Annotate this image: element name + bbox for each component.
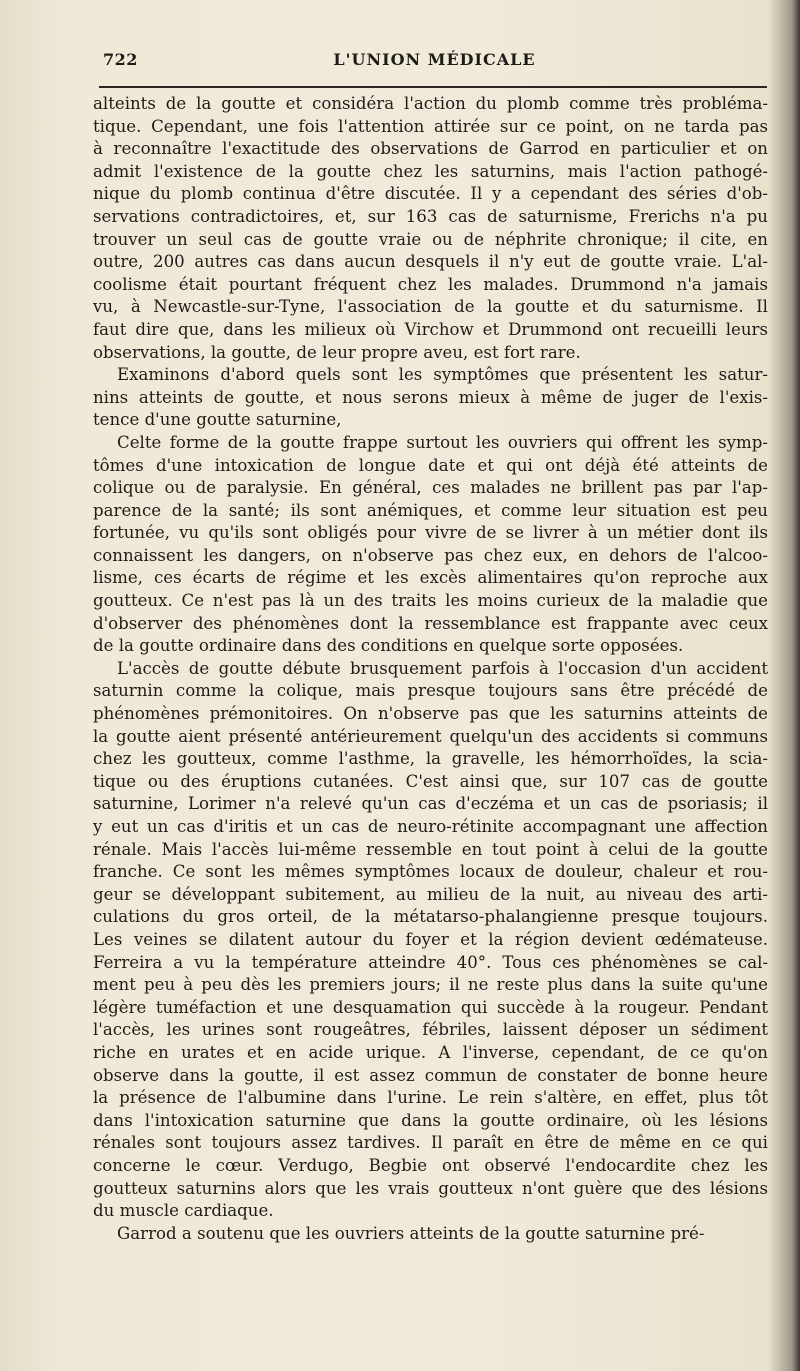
text-line: rénales sont toujours assez tardives. Il paraît en être de même en ce qui xyxy=(93,1133,768,1153)
text-line: fortunée, vu qu'ils sont obligés pour vivre de se livrer à un métier dont ils xyxy=(93,523,768,543)
text-line: la goutte aient présenté antérieurement quelqu'un des accidents si communs xyxy=(93,726,768,746)
text-line: Ferreira a vu la température atteindre 40°. Tous ces phénomènes se cal- xyxy=(93,952,768,972)
text-line: Les veines se dilatent autour du foyer et la région devient œdémateuse. xyxy=(93,929,768,949)
text-line: parence de la santé; ils sont anémiques, et comme leur situation est peu xyxy=(93,500,768,520)
text-line: admit l'existence de la goutte chez les saturnins, mais l'action pathogé- xyxy=(93,161,768,181)
text-line: Garrod a soutenu que les ouvriers atteints de la goutte saturnine pré- xyxy=(117,1223,705,1243)
text-line: goutteux saturnins alors que les vrais goutteux n'ont guère que des lésions xyxy=(93,1178,768,1198)
text-line: outre, 200 autres cas dans aucun desquels il n'y eut de goutte vraie. L'al- xyxy=(93,252,768,272)
running-title: L'UNION MÉDICALE xyxy=(333,50,536,69)
text-line: trouver un seul cas de goutte vraie ou de néphrite chronique; il cite, en xyxy=(93,229,768,249)
header-rule xyxy=(99,86,767,88)
text-line: tique ou des éruptions cutanées. C'est ainsi que, sur 107 cas de goutte xyxy=(93,771,768,791)
text-line: vu, à Newcastle-sur-Tyne, l'association de la goutte et du saturnisme. Il xyxy=(93,297,768,317)
text-line: riche en urates et en acide urique. A l'inverse, cependant, de ce qu'on xyxy=(93,1042,768,1062)
text-line: ment peu à peu dès les premiers jours; il ne reste plus dans la suite qu'une xyxy=(93,975,768,995)
text-line: saturnine, Lorimer n'a relevé qu'un cas d'eczéma et un cas de psoriasis; il xyxy=(93,794,768,814)
text-line: alteints de la goutte et considéra l'action du plomb comme très probléma- xyxy=(93,94,768,113)
text-line: saturnin comme la colique, mais presque toujours sans être précédé de xyxy=(93,681,768,701)
text-line: connaissent les dangers, on n'observe pas chez eux, en dehors de l'alcoo- xyxy=(93,545,768,565)
text-line: y eut un cas d'iritis et un cas de neuro-rétinite accompagnant une affection xyxy=(93,817,768,836)
text-line: nique du plomb continua d'être discutée. Il y a cependant des séries d'ob- xyxy=(93,184,768,204)
text-line: observe dans la goutte, il est assez commun de constater de bonne heure xyxy=(93,1065,768,1085)
text-line: légère tuméfaction et une desquamation qui succède à la rougeur. Pendant xyxy=(93,997,768,1017)
text-line: dans l'intoxication saturnine que dans la goutte ordinaire, où les lésions xyxy=(93,1110,768,1130)
text-line: servations contradictoires, et, sur 163 cas de saturnisme, Frerichs n'a pu xyxy=(93,206,768,226)
text-line: lisme, ces écarts de régime et les excès alimentaires qu'on reproche aux xyxy=(93,568,768,588)
text-line: du muscle cardiaque. xyxy=(93,1201,274,1221)
page-number: 722 xyxy=(103,50,138,69)
text-line: tômes d'une intoxication de longue date et qui ont déjà été atteints de xyxy=(93,455,768,475)
text-line: d'observer des phénomènes dont la ressemblance est frappante avec ceux xyxy=(93,613,768,633)
text-line: observations, la goutte, de leur propre aveu, est fort rare. xyxy=(93,342,581,362)
text-line: Celte forme de la goutte frappe surtout les ouvriers qui offrent les symp- xyxy=(117,432,768,452)
text-line: L'accès de goutte débute brusquement parfois à l'occasion d'un accident xyxy=(117,658,768,678)
text-line: franche. Ce sont les mêmes symptômes locaux de douleur, chaleur et rou- xyxy=(93,862,768,882)
text-line: phénomènes prémonitoires. On n'observe pas que les saturnins atteints de xyxy=(93,704,768,724)
body-text xyxy=(93,93,768,1245)
page-header xyxy=(103,50,766,74)
text-line: Examinons d'abord quels sont les symptômes que présentent les satur- xyxy=(117,365,768,385)
text-line: tence d'une goutte saturnine, xyxy=(93,410,342,430)
text-line: geur se développant subitement, au milieu de la nuit, au niveau des arti- xyxy=(93,884,768,904)
text-line: tique. Cependant, une fois l'attention attirée sur ce point, on ne tarda pas xyxy=(93,116,768,136)
text-line: nins atteints de goutte, et nous serons mieux à même de juger de l'exis- xyxy=(93,387,768,407)
text-line: l'accès, les urines sont rougeâtres, fébriles, laissent déposer un sédiment xyxy=(93,1020,768,1040)
text-line: goutteux. Ce n'est pas là un des traits les moins curieux de la maladie que xyxy=(93,591,768,611)
text-line: la présence de l'albumine dans l'urine. Le rein s'altère, en effet, plus tôt xyxy=(93,1088,768,1108)
text-line: à reconnaître l'exactitude des observations de Garrod en particulier et on xyxy=(93,139,768,159)
text-line: colique ou de paralysie. En général, ces malades ne brillent pas par l'ap- xyxy=(93,478,768,498)
text-line: de la goutte ordinaire dans des conditions en quelque sorte opposées. xyxy=(93,636,684,656)
text-line: faut dire que, dans les milieux où Virchow et Drummond ont recueilli leurs xyxy=(93,319,768,339)
text-line: rénale. Mais l'accès lui-même ressemble en tout point à celui de la goutte xyxy=(93,839,768,859)
text-line: concerne le cœur. Verdugo, Begbie ont observé l'endocardite chez les xyxy=(93,1155,768,1175)
text-line: chez les goutteux, comme l'asthme, la gravelle, les hémorrhoïdes, la scia- xyxy=(93,749,768,769)
text-line: culations du gros orteil, de la métatarso-phalangienne presque toujours. xyxy=(93,907,768,927)
text-line: coolisme était pourtant fréquent chez les malades. Drummond n'a jamais xyxy=(93,274,768,294)
